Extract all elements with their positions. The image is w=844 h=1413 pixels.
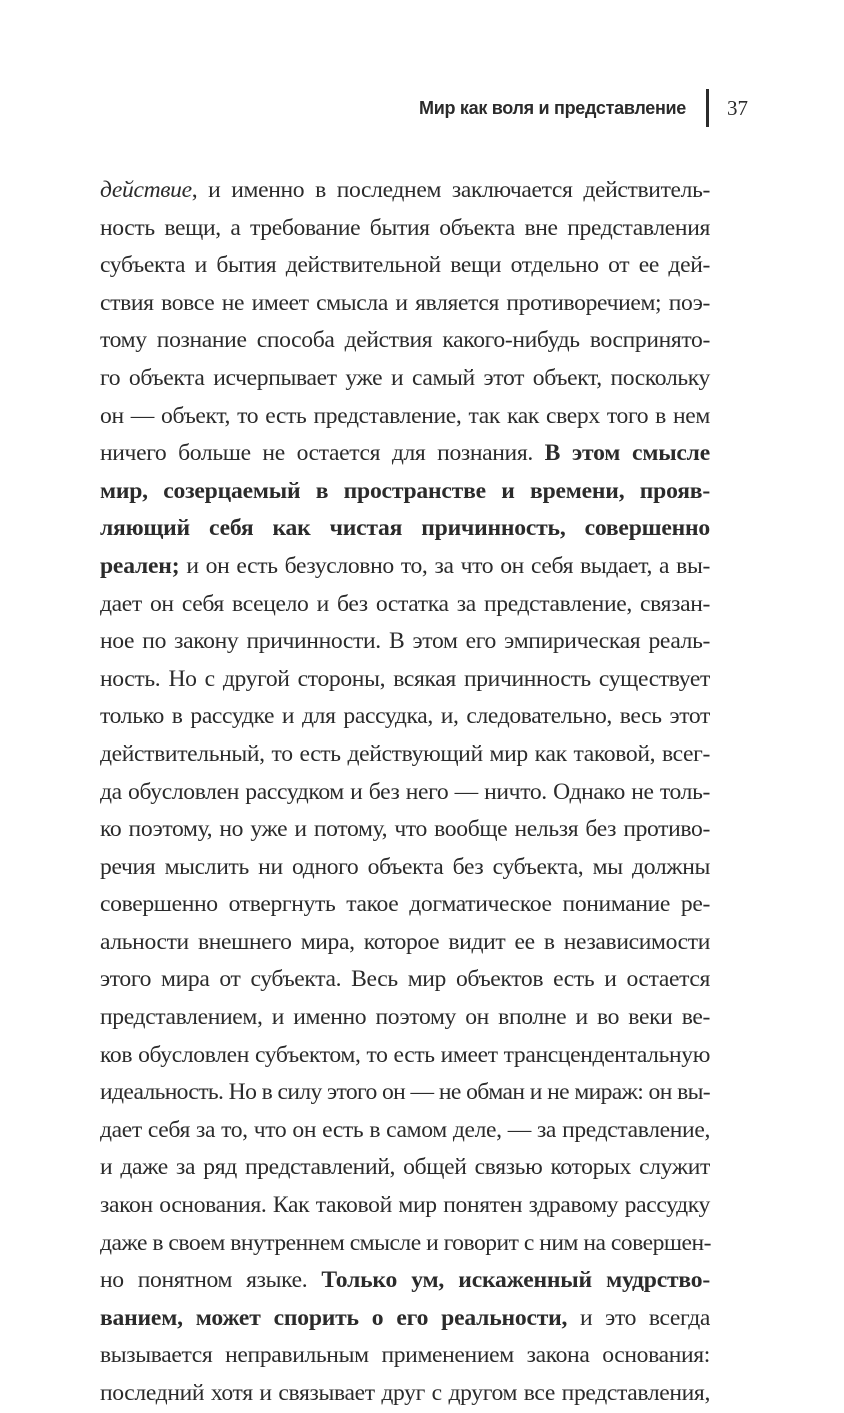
text-segment: речия мыслить ни одного объекта без субъекта, мы должны (100, 853, 710, 880)
text-segment: ничего больше не остается для познания. (100, 440, 545, 467)
text-line (100, 999, 710, 1037)
text-line (100, 322, 710, 360)
text-segment: последний хотя и связывает друг с другом все представления, (100, 1380, 710, 1406)
text-line (100, 1074, 710, 1112)
text-line (100, 849, 710, 887)
text-line (100, 623, 710, 661)
header-divider (706, 89, 709, 127)
text-segment: ко поэтому, но уже и потому, что вообще нельзя без противо- (100, 816, 710, 843)
page-number: 37 (727, 95, 748, 120)
text-segment: закон основания. Как таковой мир понятен здравому рассудку (100, 1192, 710, 1219)
text-line (100, 886, 710, 924)
bold-text-segment: В этом смысле (544, 440, 710, 467)
text-segment: дает он себя всецело и без остатка за представление, связан- (100, 590, 710, 617)
text-line (100, 1187, 710, 1225)
text-line (100, 360, 710, 398)
bold-text-segment: мир, созерцаемый в пространстве и времени, прояв- (100, 477, 710, 504)
text-segment: ное по закону причинности. В этом его эмпирическая реаль- (100, 628, 710, 655)
text-line (100, 548, 710, 586)
running-header-title: Мир как воля и представление (419, 97, 686, 118)
body-text (100, 172, 710, 1413)
text-line (100, 774, 710, 812)
text-segment: ствия вовсе не имеет смысла и является противоречием; поэ- (100, 289, 710, 316)
text-segment: го объекта исчерпывает уже и самый этот объект, поскольку (100, 364, 710, 391)
text-segment: , и именно в последнем заключается действитель- (191, 177, 710, 203)
text-line (100, 1300, 710, 1338)
text-line (100, 473, 710, 511)
text-line (100, 1225, 710, 1263)
text-line (100, 247, 710, 285)
text-segment: и это всегда (567, 1304, 710, 1331)
text-segment: только в рассудке и для рассудка, и, следовательно, весь этот (100, 703, 710, 730)
text-line (100, 1262, 710, 1300)
bold-text-segment: Только ум, искаженный мудрство- (321, 1267, 711, 1294)
text-line (100, 586, 710, 624)
text-line (100, 1375, 710, 1413)
bold-text-segment: ванием, может спорить о его реальности, (100, 1304, 568, 1331)
text-line (100, 1149, 710, 1187)
text-line (100, 661, 710, 699)
text-segment: он — объект, то есть представление, так как сверх того в нем (100, 402, 710, 429)
text-segment: идеальность. Но в силу этого он — не обман и не мираж: он вы- (100, 1079, 710, 1106)
text-line (100, 1037, 710, 1075)
text-segment: совершенно отвергнуть такое догматическое понимание ре- (100, 891, 710, 918)
text-line (100, 1112, 710, 1150)
text-line (100, 172, 710, 210)
text-line (100, 961, 710, 999)
text-line (100, 285, 710, 323)
text-segment: ность. Но с другой стороны, всякая причинность существует (100, 665, 710, 692)
text-segment: альности внешнего мира, которое видит ее в независимости (100, 928, 710, 955)
text-line (100, 736, 710, 774)
text-line (100, 398, 710, 436)
text-line (100, 510, 710, 548)
text-line (100, 210, 710, 248)
bold-text-segment: реален; (100, 552, 180, 579)
text-segment: ков обусловлен субъектом, то есть имеет трансцендентальную (100, 1041, 710, 1068)
running-header (419, 88, 748, 128)
text-segment: этого мира от субъекта. Весь мир объектов есть и остается (100, 966, 710, 993)
text-segment: да обусловлен рассудком и без него — ничто. Однако не толь- (100, 778, 710, 805)
text-line (100, 435, 710, 473)
text-segment: действительный, то есть действующий мир как таковой, всег- (100, 740, 710, 767)
text-segment: представлением, и именно поэтому он вполне и во веки ве- (100, 1004, 710, 1031)
text-segment: и он есть безусловно то, за что он себя выдает, а вы- (179, 552, 710, 579)
text-segment: субъекта и бытия действительной вещи отдельно от ее дей- (100, 252, 710, 279)
text-segment: но понятном языке. (100, 1267, 322, 1294)
text-segment: и даже за ряд представлений, общей связью которых служит (100, 1154, 710, 1181)
text-line (100, 924, 710, 962)
text-segment: дает себя за то, что он есть в самом деле, — за представление, (100, 1116, 710, 1143)
text-segment: ность вещи, а требование бытия объекта вне представления (100, 214, 710, 241)
text-segment: даже в своем внутреннем смысле и говорит с ним на совершен- (100, 1229, 711, 1256)
text-line (100, 811, 710, 849)
text-line (100, 1337, 710, 1375)
italic-text-segment: действие (100, 177, 192, 203)
text-line (100, 698, 710, 736)
bold-text-segment: ляющий себя как чистая причинность, совершенно (100, 515, 710, 542)
text-segment: тому познание способа действия какого-нибудь воспринято- (100, 327, 710, 354)
text-segment: вызывается неправильным применением закона основания: (100, 1342, 710, 1369)
